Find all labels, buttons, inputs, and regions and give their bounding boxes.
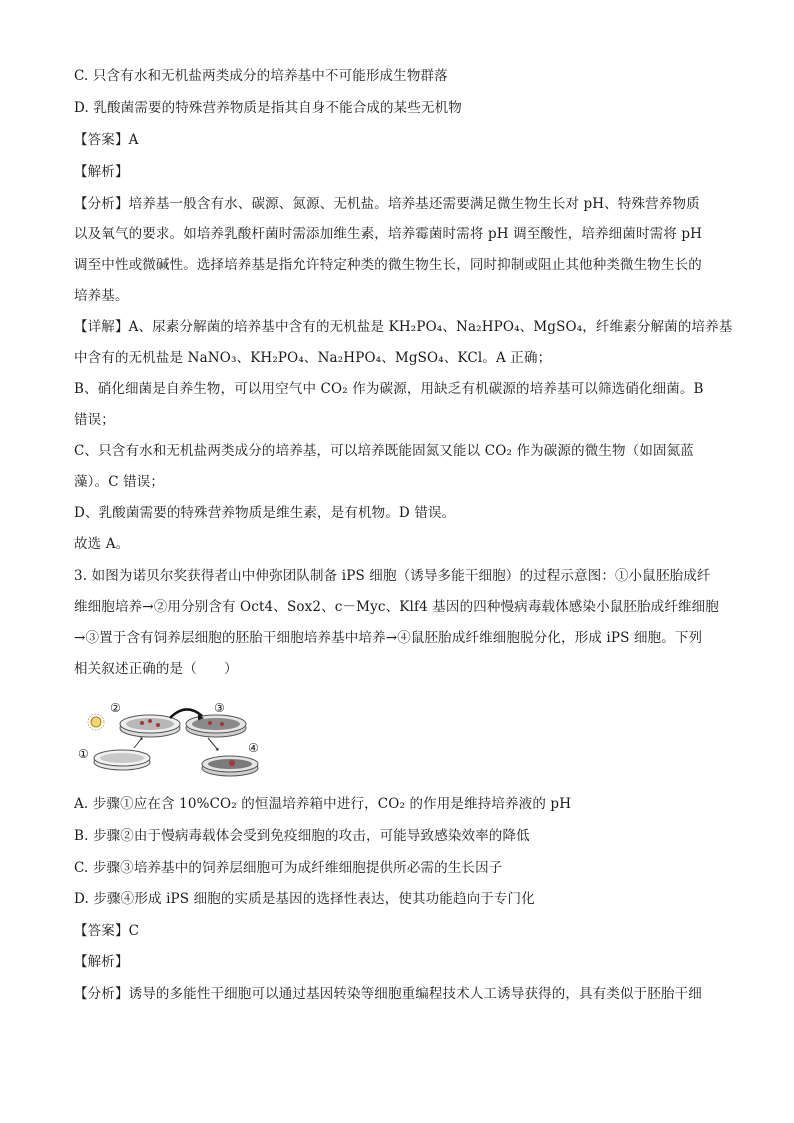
- petri-dish-1: [94, 750, 150, 770]
- analysis-text: 培养基。: [74, 288, 129, 304]
- detail-text: 藻）。C 错误；: [74, 474, 165, 490]
- detail-text: C、只含有水和无机盐两类成分的培养基，可以培养既能固氮又能以 CO₂ 作为碳源的微生物（如固氮蓝: [74, 443, 694, 459]
- detail-text: 错误；: [74, 412, 115, 428]
- step-label-4: ④: [248, 741, 259, 755]
- option-d-q2: D. 乳酸菌需要的特殊营养物质是指其自身不能合成的某些无机物: [74, 100, 462, 116]
- answer-q3: 【答案】C: [74, 923, 140, 939]
- analysis-text-q3: 【分析】诱导的多能性干细胞可以通过基因转染等细胞重编程技术人工诱导获得的，具有类似于胚胎干细: [74, 986, 702, 1002]
- detail-text: 中含有的无机盐是 NaNO₃、KH₂PO₄、Na₂HPO₄、MgSO₄、KCl。A 正确；: [74, 350, 552, 366]
- option-d-q3: D. 步骤④形成 iPS 细胞的实质是基因的选择性表达，使其功能趋向于专门化: [74, 891, 535, 907]
- question-3-stem: →③置于含有饲养层细胞的胚胎干细胞培养基中培养→④鼠胚胎成纤维细胞脱分化，形成 iPS 细胞。下列: [74, 630, 703, 646]
- analysis-text: 调至中性或微碱性。选择培养基是指允许特定种类的微生物生长，同时抑制或阻止其他种类微生物生长的: [74, 257, 702, 273]
- analysis-text: 【分析】培养基一般含有水、碳源、氮源、无机盐。培养基还需要满足微生物生长对 pH、特殊营养物质: [74, 196, 700, 212]
- virus-icon: [88, 714, 104, 730]
- analysis-text: 以及氧气的要求。如培养乳酸杆菌时需添加维生素，培养霉菌时需将 pH 调至酸性，培养细菌时需将 pH: [74, 226, 703, 242]
- option-c-q3: C. 步骤③培养基中的饲养层细胞可为成纤维细胞提供所必需的生长因子: [74, 860, 503, 876]
- detail-text: B、硝化细菌是自养生物，可以用空气中 CO₂ 作为碳源，用缺乏有机碳源的培养基可以筛选硝化细菌。B: [74, 381, 704, 397]
- ips-process-figure: [74, 698, 270, 782]
- detail-text: D、乳酸菌需要的特殊营养物质是维生素，是有机物。D 错误。: [74, 505, 456, 521]
- option-c-q2: C. 只含有水和无机盐两类成分的培养基中不可能形成生物群落: [74, 68, 448, 84]
- conclusion-text: 故选 A。: [74, 536, 130, 552]
- petri-dish-3: [186, 715, 246, 737]
- analysis-heading-q2: 【解析】: [74, 164, 129, 180]
- question-3-stem: 维细胞培养→②用分别含有 Oct4、Sox2、c－Myc、Klf4 基因的四种慢病毒载体感染小鼠胚胎成纤维细胞: [74, 599, 719, 615]
- step-label-2: ②: [110, 701, 121, 715]
- step-label-1: ①: [78, 747, 89, 761]
- analysis-heading-q3: 【解析】: [74, 954, 129, 970]
- answer-q2: 【答案】A: [74, 132, 139, 148]
- petri-dish-4: [202, 756, 258, 776]
- option-b-q3: B. 步骤②由于慢病毒载体会受到免疫细胞的攻击，可能导致感染效率的降低: [74, 828, 530, 844]
- question-3-stem: 相关叙述正确的是（ ）: [74, 661, 238, 677]
- detail-text: 【详解】A、尿素分解菌的培养基中含有的无机盐是 KH₂PO₄、Na₂HPO₄、MgSO₄，纤维素分解菌的培养基: [74, 319, 733, 335]
- question-3-stem: 3. 如图为诺贝尔奖获得者山中伸弥团队制备 iPS 细胞（诱导多能干细胞）的过程示意图：①小鼠胚胎成纤: [74, 568, 711, 584]
- step-label-3: ③: [214, 701, 225, 715]
- option-a-q3: A. 步骤①应在含 10%CO₂ 的恒温培养箱中进行，CO₂ 的作用是维持培养液的 pH: [74, 796, 572, 812]
